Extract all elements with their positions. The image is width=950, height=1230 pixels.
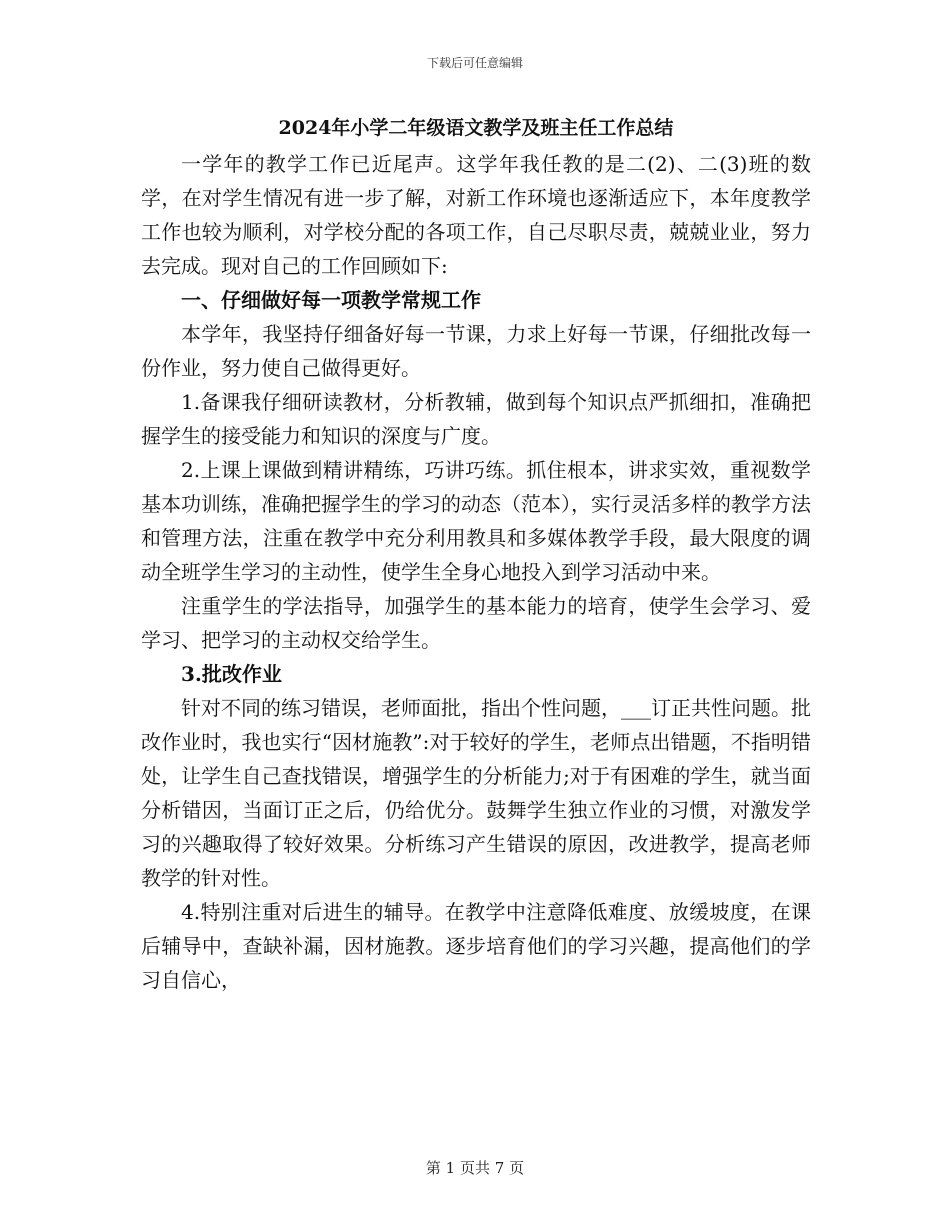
- document-body: [141, 113, 811, 997]
- paragraph-homework: 针对不同的练习错误，老师面批，指出个性问题，___订正共性问题。批改作业时，我也实行“因材施教”:对于较好的学生，老师点出错题，不指明错处，让学生自己查找错误，增强学生的分析能力;对于有困难的学生，就当面分析错因，当面订正之后，仍给优分。鼓舞学生独立作业的习惯，对激发学习的兴趣取得了较好效果。分析练习产生错误的原因，改进教学，提高老师教学的针对性。: [141, 696, 811, 890]
- section-heading-1: 一、仔细做好每一项教学常规工作: [181, 288, 481, 312]
- page-header-note: 下载后可任意编辑: [426, 56, 523, 70]
- paragraph-lesson-prep: 1.备课我仔细研读教材，分析教辅，做到每个知识点严抓细扣，准确把握学生的接受能力和知识的深度与广度。: [141, 390, 811, 448]
- paragraph-tutoring: 4.特别注重对后进生的辅导。在教学中注意降低难度、放缓坡度，在课后辅导中，查缺补漏，因材施教。逐步培育他们的学习兴趣，提高他们的学习自信心，: [141, 900, 811, 992]
- paragraph-study-method: 注重学生的学法指导，加强学生的基本能力的培育，使学生会学习、爱学习、把学习的主动权交给学生。: [141, 594, 811, 652]
- section-heading-3: 3.批改作业: [181, 662, 282, 686]
- page-number: 第 1 页共 7 页: [425, 1159, 525, 1177]
- document-title: 2024年小学二年级语文教学及班主任工作总结: [278, 117, 674, 139]
- paragraph-teaching: 2.上课上课做到精讲精练，巧讲巧练。抓住根本，讲求实效，重视数学基本功训练，准确把握学生的学习的动态（范本），实行灵活多样的教学方法和管理方法，注重在教学中充分利用教具和多媒体教学手段，最大限度的调动全班学生学习的主动性，使学生全身心地投入到学习活动中来。: [141, 458, 811, 584]
- paragraph-body: 本学年，我坚持仔细备好每一节课，力求上好每一节课，仔细批改每一份作业，努力使自己做得更好。: [141, 322, 811, 380]
- paragraph-intro: 一学年的教学工作已近尾声。这学年我任教的是二(2)、二(3)班的数学，在对学生情况有进一步了解，对新工作环境也逐渐适应下，本年度教学工作也较为顺利，对学校分配的各项工作，自己尽职尽责，兢兢业业，努力去完成。现对自己的工作回顾如下:: [141, 152, 811, 278]
